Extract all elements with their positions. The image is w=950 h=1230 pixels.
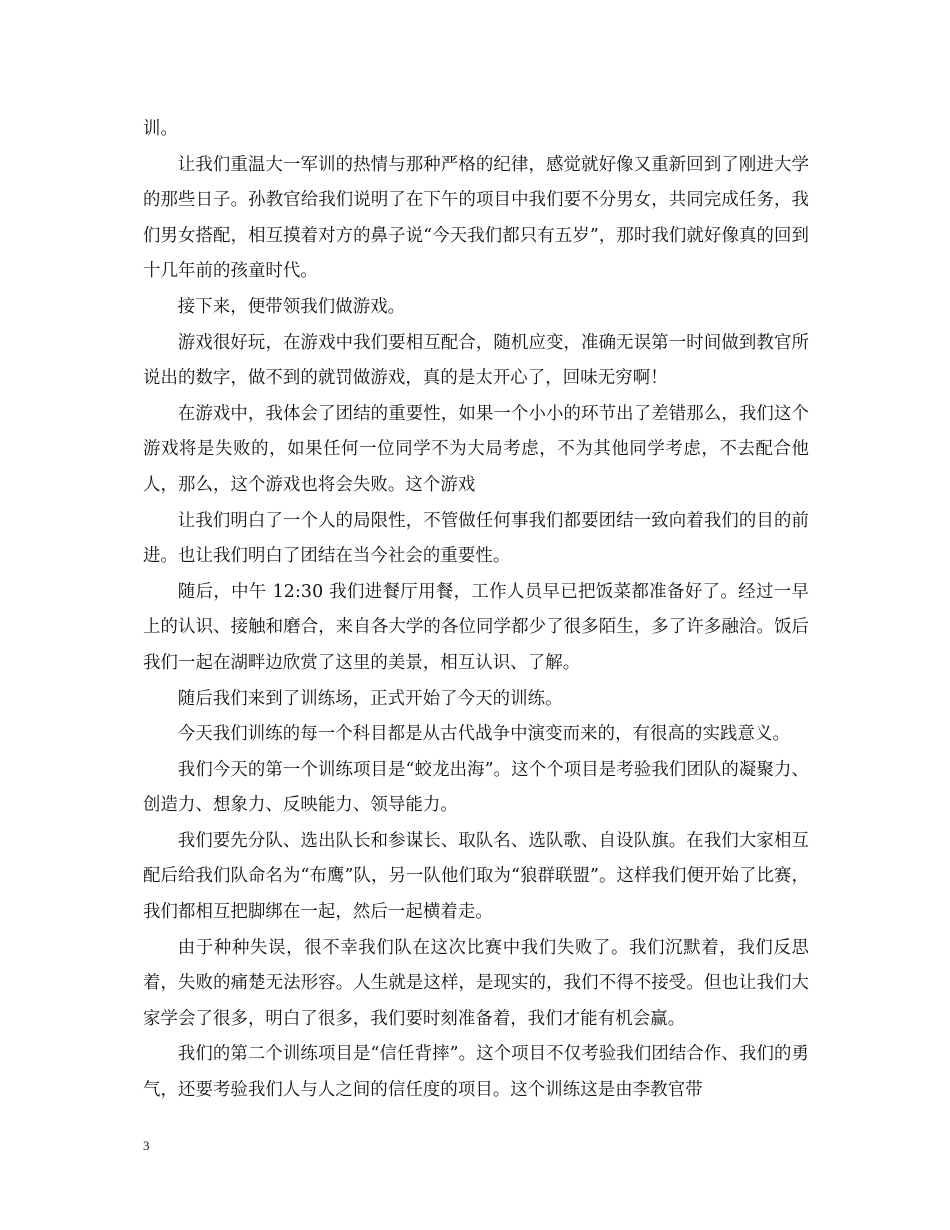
paragraph-5: 在游戏中，我体会了团结的重要性，如果一个小小的环节出了差错那么，我们这个游戏将是失败的，如果任何一位同学不为大局考虑，不为其他同学考虑，不去配合他人，那么，这个游戏也将会失败。这个游戏 xyxy=(143,403,809,495)
document-body xyxy=(143,112,809,1109)
paragraph-2: 让我们重温大一军训的热情与那种严格的纪律，感觉就好像又重新回到了刚进大学的那些日子。孙教官给我们说明了在下午的项目中我们要不分男女，共同完成任务，我们男女搭配，相互摸着对方的鼻子说“今天我们都只有五岁”，那时我们就好像真的回到十几年前的孩童时代。 xyxy=(143,154,809,282)
paragraph-6: 让我们明白了一个人的局限性，不管做任何事我们都要团结一致向着我们的目的前进。也让我们明白了团结在当今社会的重要性。 xyxy=(143,510,809,567)
paragraph-4: 游戏很好玩，在游戏中我们要相互配合，随机应变，准确无误第一时间做到教官所说出的数字，做不到的就罚做游戏，真的是太开心了，回味无穷啊！ xyxy=(143,332,809,389)
paragraph-13: 我们的第二个训练项目是“信任背摔”。这个项目不仅考验我们团结合作、我们的勇气，还要考验我们人与人之间的信任度的项目。这个训练这是由李教官带 xyxy=(143,1044,809,1101)
paragraph-8: 随后我们来到了训练场，正式开始了今天的训练。 xyxy=(177,688,563,709)
paragraph-3: 接下来，便带领我们做游戏。 xyxy=(177,296,406,317)
paragraph-11: 我们要先分队、选出队长和参谋长、取队名、选队歌、自设队旗。在我们大家相互配后给我们队命名为“布鹰”队，另一队他们取为“狼群联盟”。这样我们便开始了比赛，我们都相互把脚绑在一起，然后一起横着走。 xyxy=(143,830,809,923)
page-number: 3 xyxy=(143,1138,150,1153)
paragraph-9: 今天我们训练的每一个科目都是从古代战争中演变而来的，有很高的实践意义。 xyxy=(177,724,790,745)
paragraph-7: 随后，中午 12:30 我们进餐厅用餐，工作人员早已把饭菜都准备好了。经过一早上的认识、接触和磨合，来自各大学的各位同学都少了很多陌生，多了许多融洽。饭后我们一起在湖畔边欣赏了这里的美景，相互认识、了解。 xyxy=(143,581,809,673)
paragraph-1: 训。 xyxy=(143,119,178,139)
paragraph-10: 我们今天的第一个训练项目是“蛟龙出海”。这个个项目是考验我们团队的凝聚力、创造力、想象力、反映能力、领导能力。 xyxy=(143,759,809,816)
paragraph-12: 由于种种失误，很不幸我们队在这次比赛中我们失败了。我们沉默着，我们反思着，失败的痛楚无法形容。人生就是这样，是现实的，我们不得不接受。但也让我们大家学会了很多，明白了很多，我们要时刻准备着，我们才能有机会赢。 xyxy=(143,937,809,1029)
